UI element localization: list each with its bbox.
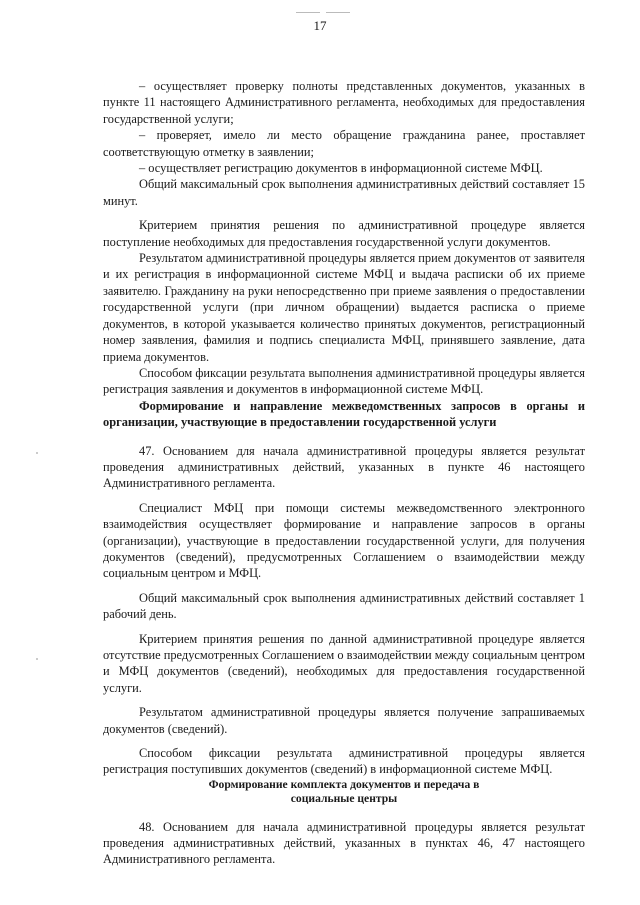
paragraph: – осуществляет проверку полноты представленных документов, указанных в пункте 11 настоящего Административного регламента, необходимых для предоставления государственной услуги; [103, 79, 585, 126]
scan-artifact [36, 658, 38, 660]
scan-artifact [326, 2, 350, 13]
section-heading: Формирование и направление межведомственных запросов в органы и организации, участвующие в предоставлении государственной услуги [103, 398, 585, 430]
paragraph: Общий максимальный срок выполнения административных действий составляет 1 рабочий день. [103, 590, 585, 622]
paragraph: Результатом административной процедуры является прием документов от заявителя и их регистрация в информационной системе МФЦ и выдача расписки об их приеме заявителю. Гражданину на руки непосредственно при приеме заявления о предоставлении государственной услуги (при личном обращении) выдается расписка о приеме документов, в которой указывается количество принятых документов, регистрационный номер заявления, фамилия и подпись специалиста МФЦ, принявшего заявление, дата приема документов. [103, 251, 585, 364]
paragraph: Способом фиксации результата выполнения административной процедуры является регистрация заявления и документов в информационной системе МФЦ. [103, 365, 585, 397]
section-heading-line: социальные центры [290, 792, 398, 806]
paragraph: Способом фиксации результата административной процедуры является регистрация поступивших документов (сведений) в информационной системе МФЦ. [103, 746, 585, 777]
paragraph: Результатом административной процедуры является получение запрашиваемых документов (сведений). [103, 705, 585, 736]
paragraph: 47. Основанием для начала административной процедуры является результат проведения административных действий, указанных в пункте 46 настоящего Административного регламента. [103, 443, 585, 491]
paragraph: – проверяет, имело ли место обращение гражданина ранее, проставляет соответствующую отметку в заявлении; [103, 128, 585, 159]
paragraph: – осуществляет регистрацию документов в информационной системе МФЦ. [139, 161, 543, 176]
paragraph: Критерием принятия решения по административной процедуре является поступление необходимых для предоставления государственной услуги документов. [103, 218, 585, 249]
paragraph: Критерием принятия решения по данной административной процедуре является отсутствие предусмотренных Соглашением о взаимодействии между социальным центром и МФЦ документов (сведений), необходимых для предоставления государственной услуги. [103, 631, 585, 695]
scan-artifact [296, 2, 320, 13]
paragraph: Общий максимальный срок выполнения административных действий составляет 15 минут. [103, 177, 585, 208]
paragraph: 48. Основанием для начала административной процедуры является результат проведения административных действий, указанных в пунктах 46, 47 настоящего Административного регламента. [103, 819, 585, 867]
scan-artifact [36, 452, 38, 454]
page-number: 17 [313, 18, 327, 33]
document-body [103, 78, 585, 868]
paragraph: Специалист МФЦ при помощи системы межведомственного электронного взаимодействия осуществляет формирование и направление запросов в органы (организации), участвующие в предоставлении государственной услуги, для получения документов (сведений), предусмотренных Соглашением о взаимодействии между социальным центром и МФЦ. [103, 500, 585, 581]
section-heading-line: Формирование комплекта документов и передача в [208, 777, 480, 791]
section-heading [103, 778, 585, 807]
